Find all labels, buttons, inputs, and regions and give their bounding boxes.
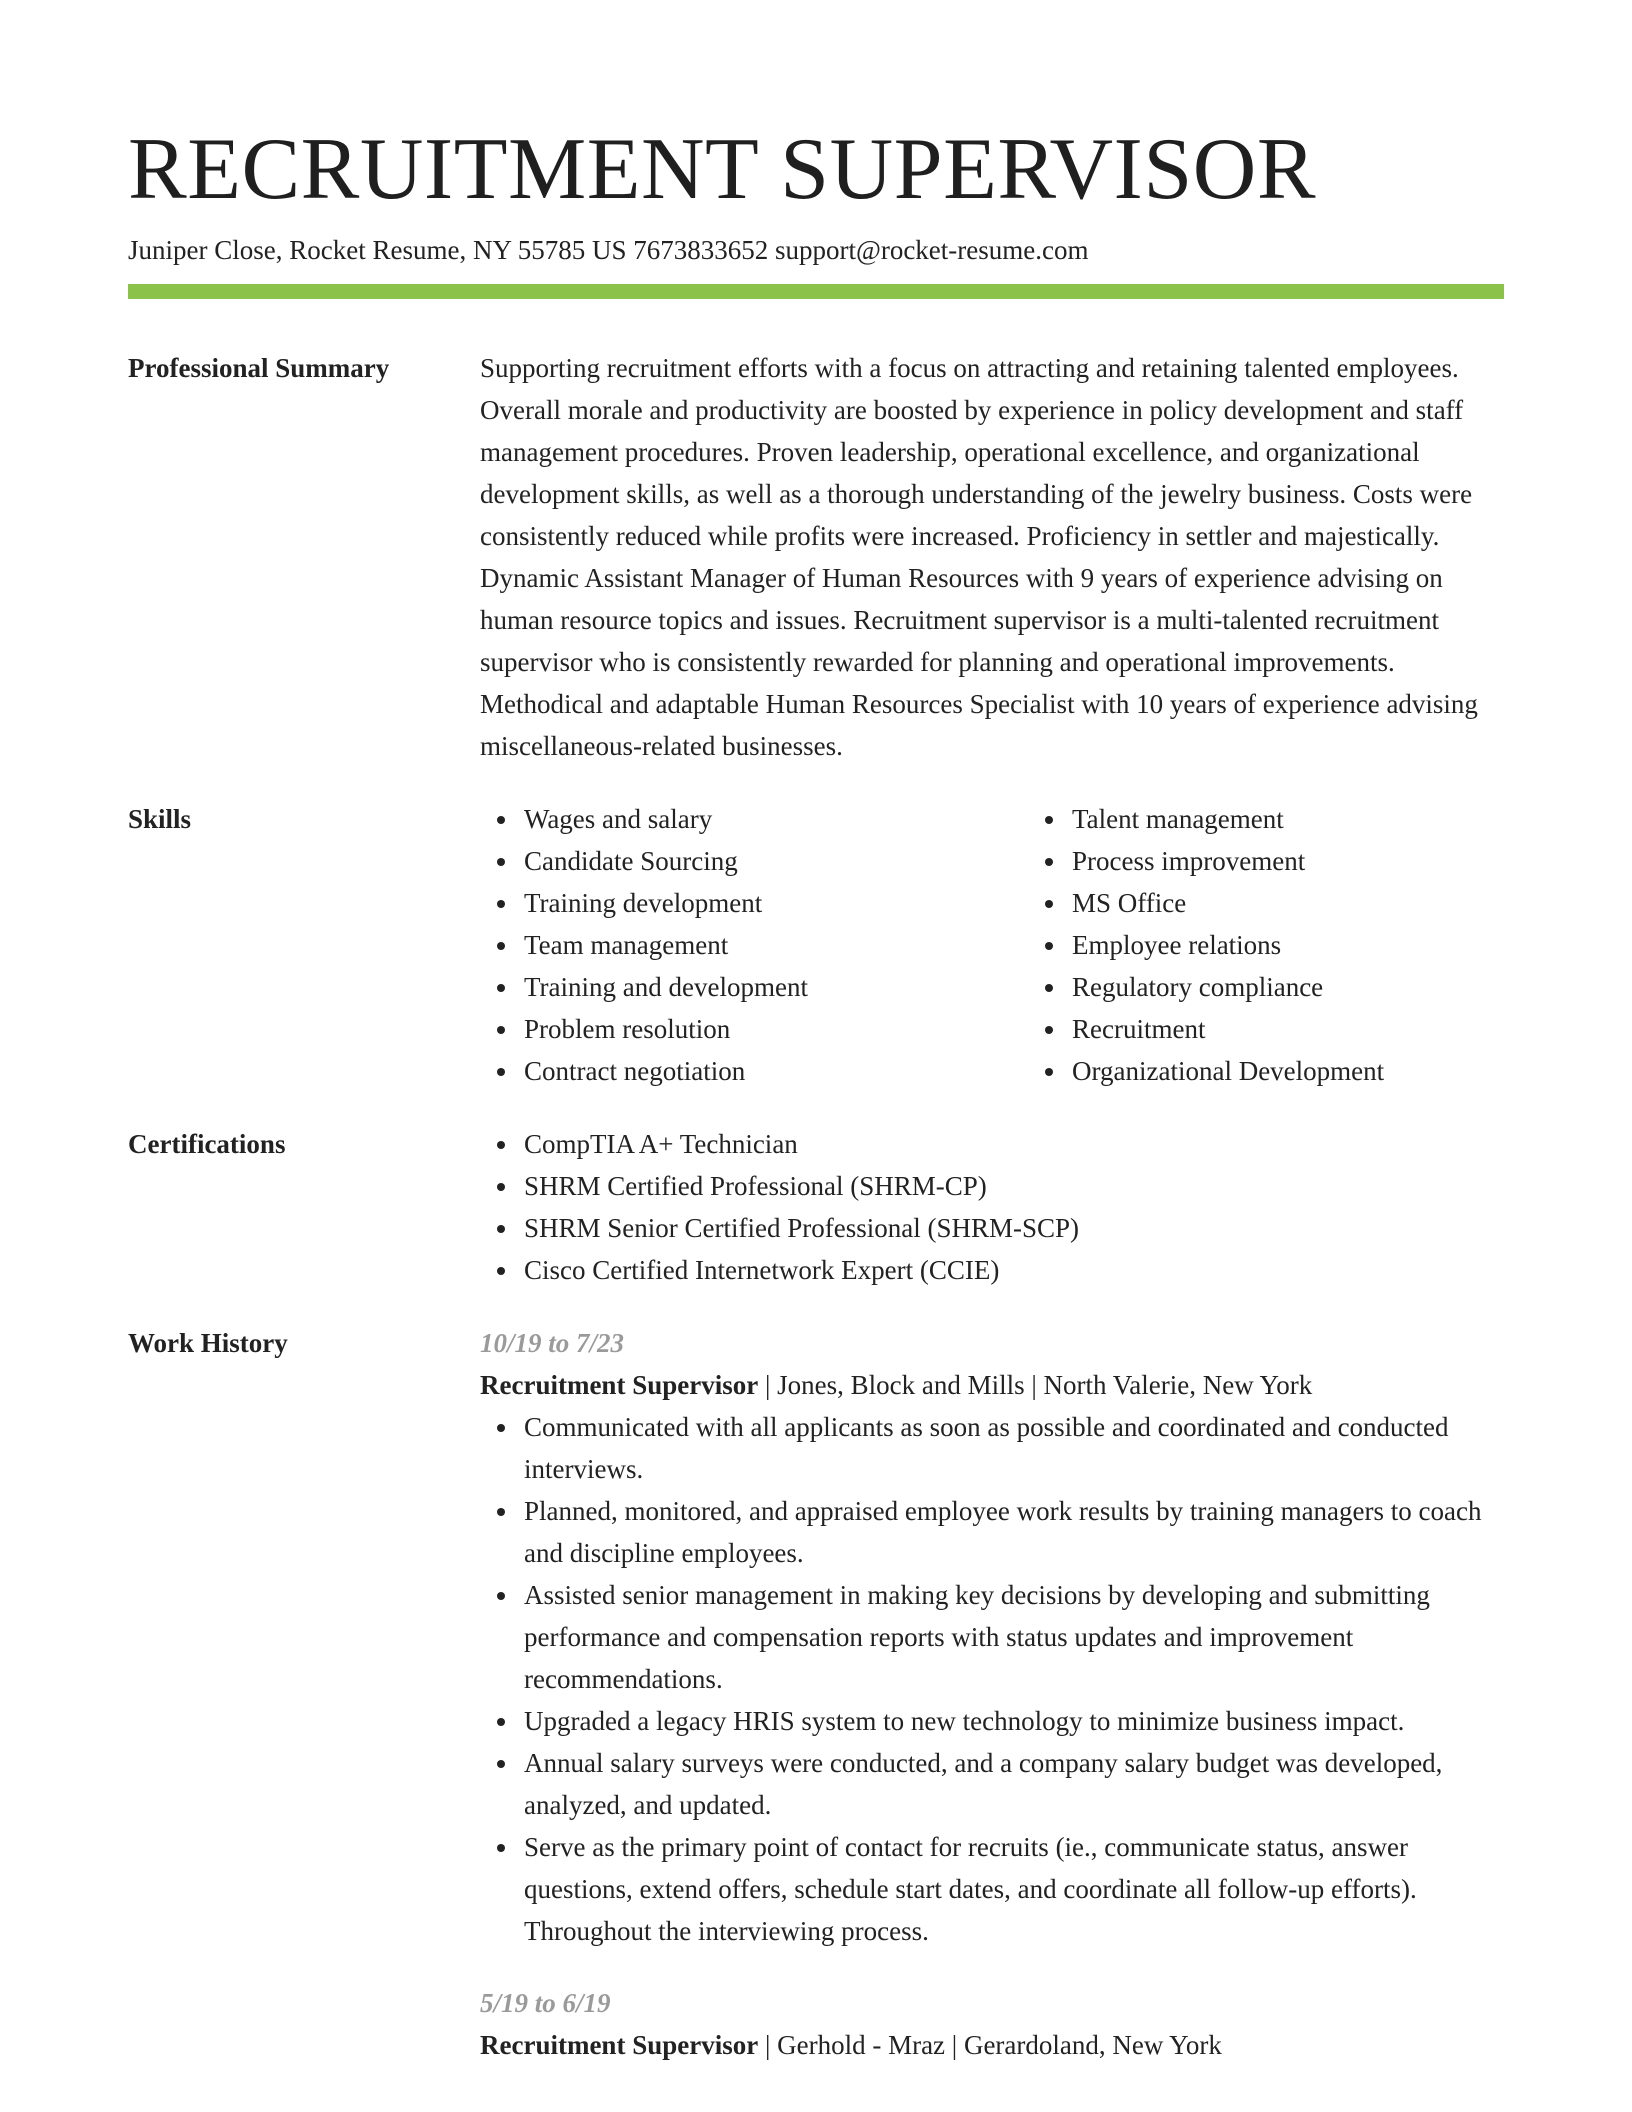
certification-item: SHRM Senior Certified Professional (SHRM-SCP) [524,1207,1504,1249]
certifications-body [480,1123,1504,1291]
work-history-section [128,1322,1504,2066]
skill-item: Employee relations [1072,924,1576,966]
skill-item: Problem resolution [524,1008,1028,1050]
work-history-body [480,1322,1504,2066]
skill-item: Candidate Sourcing [524,840,1028,882]
skill-item: Training development [524,882,1028,924]
job-entry [480,1322,1504,1952]
job-entry [480,1982,1504,2066]
skills-heading: Skills [128,804,192,834]
skills-list-right [1028,798,1576,1092]
skill-item: Contract negotiation [524,1050,1028,1092]
job-title: Recruitment Supervisor [480,1370,759,1400]
job-bullet: Annual salary surveys were conducted, and a company salary budget was developed, analyzed, and updated. [524,1742,1504,1826]
job-employer-location: | Gerhold - Mraz | Gerardoland, New York [758,2030,1222,2060]
summary-text: Supporting recruitment efforts with a focus on attracting and retaining talented employees. Overall morale and productivity are boosted by experience in policy development and staff management procedures. Proven leadership, operational excellence, and organizational development skills, as well as a thorough understanding of the jewelry business. Costs were consistently reduced while profits were increased. Proficiency in settler and majestically. Dynamic Assistant Manager of Human Resources with 9 years of experience advising on human resource topics and issues. Recruitment supervisor is a multi-talented recruitment supervisor who is consistently rewarded for planning and operational improvements. Methodical and adaptable Human Resources Specialist with 10 years of experience advising miscellaneous-related businesses. [480,353,1478,761]
certification-item: SHRM Certified Professional (SHRM-CP) [524,1165,1504,1207]
skills-grid [480,798,1576,1092]
job-title: Recruitment Supervisor [480,2030,759,2060]
skill-item: Regulatory compliance [1072,966,1576,1008]
header-divider [128,284,1504,299]
job-dates: 5/19 to 6/19 [480,1988,611,2018]
job-heading [480,1364,1504,1406]
job-heading [480,2024,1504,2066]
skills-section [128,798,1504,1092]
skill-item: Training and development [524,966,1028,1008]
skill-item: Process improvement [1072,840,1576,882]
skill-item: Organizational Development [1072,1050,1576,1092]
job-bullet: Communicated with all applicants as soon as possible and coordinated and conducted interviews. [524,1406,1504,1490]
skill-item: Team management [524,924,1028,966]
skills-list-left [480,798,1028,1092]
contact-line: Juniper Close, Rocket Resume, NY 55785 US 7673833652 support@rocket-resume.com [128,235,1089,265]
certification-item: CompTIA A+ Technician [524,1123,1504,1165]
skill-item: Recruitment [1072,1008,1576,1050]
certifications-heading: Certifications [128,1129,286,1159]
job-bullet: Planned, monitored, and appraised employee work results by training managers to coach and discipline employees. [524,1490,1504,1574]
resume-page [128,120,1504,2066]
skill-item: MS Office [1072,882,1576,924]
skill-item: Wages and salary [524,798,1028,840]
job-bullets [480,1406,1504,1952]
job-bullet: Upgraded a legacy HRIS system to new technology to minimize business impact. [524,1700,1504,1742]
job-dates: 10/19 to 7/23 [480,1328,625,1358]
certifications-section [128,1123,1504,1291]
work-history-heading: Work History [128,1328,288,1358]
job-bullet: Assisted senior management in making key decisions by developing and submitting performance and compensation reports with status updates and improvement recommendations. [524,1574,1504,1700]
job-employer-location: | Jones, Block and Mills | North Valerie, New York [758,1370,1313,1400]
summary-heading: Professional Summary [128,353,390,383]
skill-item: Talent management [1072,798,1576,840]
summary-body [480,347,1504,767]
summary-section [128,347,1504,767]
certifications-list [480,1123,1504,1291]
job-bullet: Serve as the primary point of contact for recruits (ie., communicate status, answer questions, extend offers, schedule start dates, and coordinate all follow-up efforts). Throughout the interviewing process. [524,1826,1504,1952]
candidate-name: RECRUITMENT SUPERVISOR [128,121,1317,218]
certification-item: Cisco Certified Internetwork Expert (CCIE) [524,1249,1504,1291]
